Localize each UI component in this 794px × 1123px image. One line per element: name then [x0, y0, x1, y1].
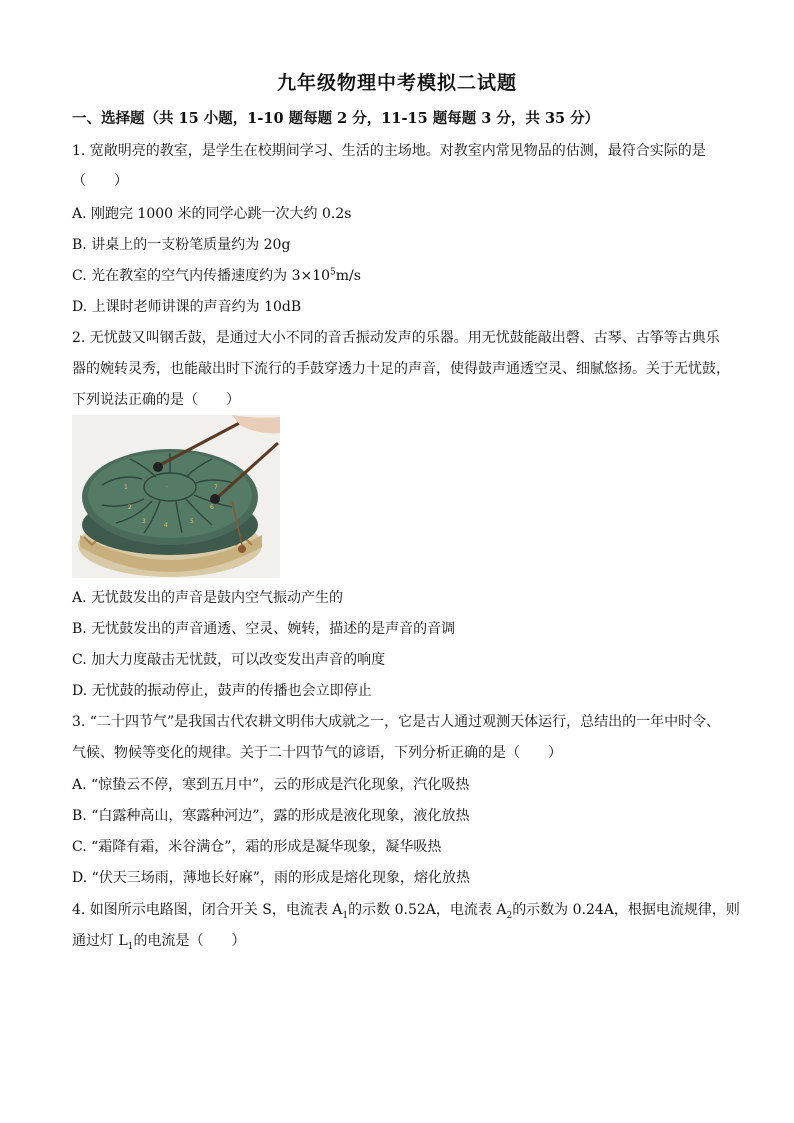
- section-heading: 一、选择题（共 15 小题，1-10 题每题 2 分，11-15 题每题 3 分，共 35 分）: [72, 110, 600, 127]
- svg-text:2: 2: [128, 504, 132, 511]
- page-title: 九年级物理中考模拟二试题: [276, 72, 517, 94]
- q3-option-b: B. “白露种高山，寒露种河边”，露的形成是液化现象，液化放热: [72, 808, 470, 824]
- steel-tongue-drum-photo: [72, 415, 280, 578]
- q1-option-a: A. 刚跑完 1000 米的同学心跳一次大约 0.2s: [72, 206, 352, 222]
- q4-stem2-part2: 的电流是（ ）: [133, 933, 246, 949]
- q3-option-d: D. “伏天三场雨，薄地长好麻”，雨的形成是熔化现象，熔化放热: [72, 870, 470, 886]
- q2-option-b: B. 无忧鼓发出的声音通透、空灵、婉转，描述的是声音的音调: [72, 621, 456, 637]
- q2-option-d: D. 无忧鼓的振动停止，鼓声的传播也会立即停止: [72, 683, 372, 699]
- q1-option-c-exponent: 5: [330, 267, 336, 278]
- q1-option-c-text: C. 光在教室的空气内传播速度约为 3×10: [72, 268, 331, 284]
- drum-illustration: [72, 415, 280, 578]
- svg-text:3: 3: [142, 518, 146, 525]
- q1-option-c-unit: m/s: [335, 268, 361, 284]
- q4-stem-part3: 的示数为 0.24A，根据电流规律，则: [512, 902, 740, 918]
- q1-stem-line2: （ ）: [72, 173, 128, 189]
- q1-option-b: B. 讲桌上的一支粉笔质量约为 20g: [72, 237, 291, 253]
- q1-option-c: [72, 265, 361, 285]
- q4-stem-line1: [72, 899, 740, 921]
- q4-stem-line2: [72, 930, 245, 952]
- q2-stem-line2: 器的婉转灵秀，也能敲出时下流行的手鼓穿透力十足的声音，使得鼓声通透空灵、细腻悠扬。关于无忧鼓，: [72, 361, 730, 377]
- q3-stem-line1: 3. “二十四节气”是我国古代农耕文明伟大成就之一，它是古人通过观测天体运行，总结出的一年中时令、: [72, 714, 721, 730]
- q4-sub-l1: 1: [127, 941, 134, 952]
- q3-option-a: A. “惊蛰云不停，寒到五月中”，云的形成是汽化现象，汽化吸热: [72, 777, 470, 793]
- q3-stem-line2: 气候、物候等变化的规律。关于二十四节气的谚语，下列分析正确的是（ ）: [72, 745, 562, 761]
- q4-sub-a1: 1: [342, 910, 349, 921]
- q4-sub-a2: 2: [506, 910, 513, 921]
- q3-option-c: C. “霜降有霜，米谷满仓”，霜的形成是凝华现象，凝华吸热: [72, 839, 442, 855]
- q2-stem-line1: 2. 无忧鼓又叫钢舌鼓，是通过大小不同的音舌振动发声的乐器。用无忧鼓能敲出磬、古琴、古筝等古典乐: [72, 330, 720, 346]
- svg-text:·: ·: [166, 484, 168, 491]
- q1-option-d: D. 上课时老师讲课的声音约为 10dB: [72, 299, 302, 315]
- q1-stem-line1: 1. 宽敞明亮的教室，是学生在校期间学习、生活的主场地。对教室内常见物品的估测，最符合实际的是: [72, 143, 706, 159]
- svg-text:7: 7: [214, 484, 218, 491]
- svg-text:5: 5: [190, 518, 194, 525]
- q2-option-a: A. 无忧鼓发出的声音是鼓内空气振动产生的: [72, 590, 344, 606]
- q4-stem-part2: 的示数 0.52A，电流表 A: [348, 902, 507, 918]
- q4-stem-part1: 4. 如图所示电路图，闭合开关 S，电流表 A: [72, 902, 343, 918]
- q2-option-c: C. 加大力度敲击无忧鼓，可以改变发出声音的响度: [72, 652, 386, 668]
- svg-text:1: 1: [124, 484, 128, 491]
- svg-text:4: 4: [164, 522, 168, 529]
- q4-stem2-part1: 通过灯 L: [72, 933, 128, 949]
- q2-stem-line3: 下列说法正确的是（ ）: [72, 392, 240, 408]
- svg-text:6: 6: [210, 504, 214, 511]
